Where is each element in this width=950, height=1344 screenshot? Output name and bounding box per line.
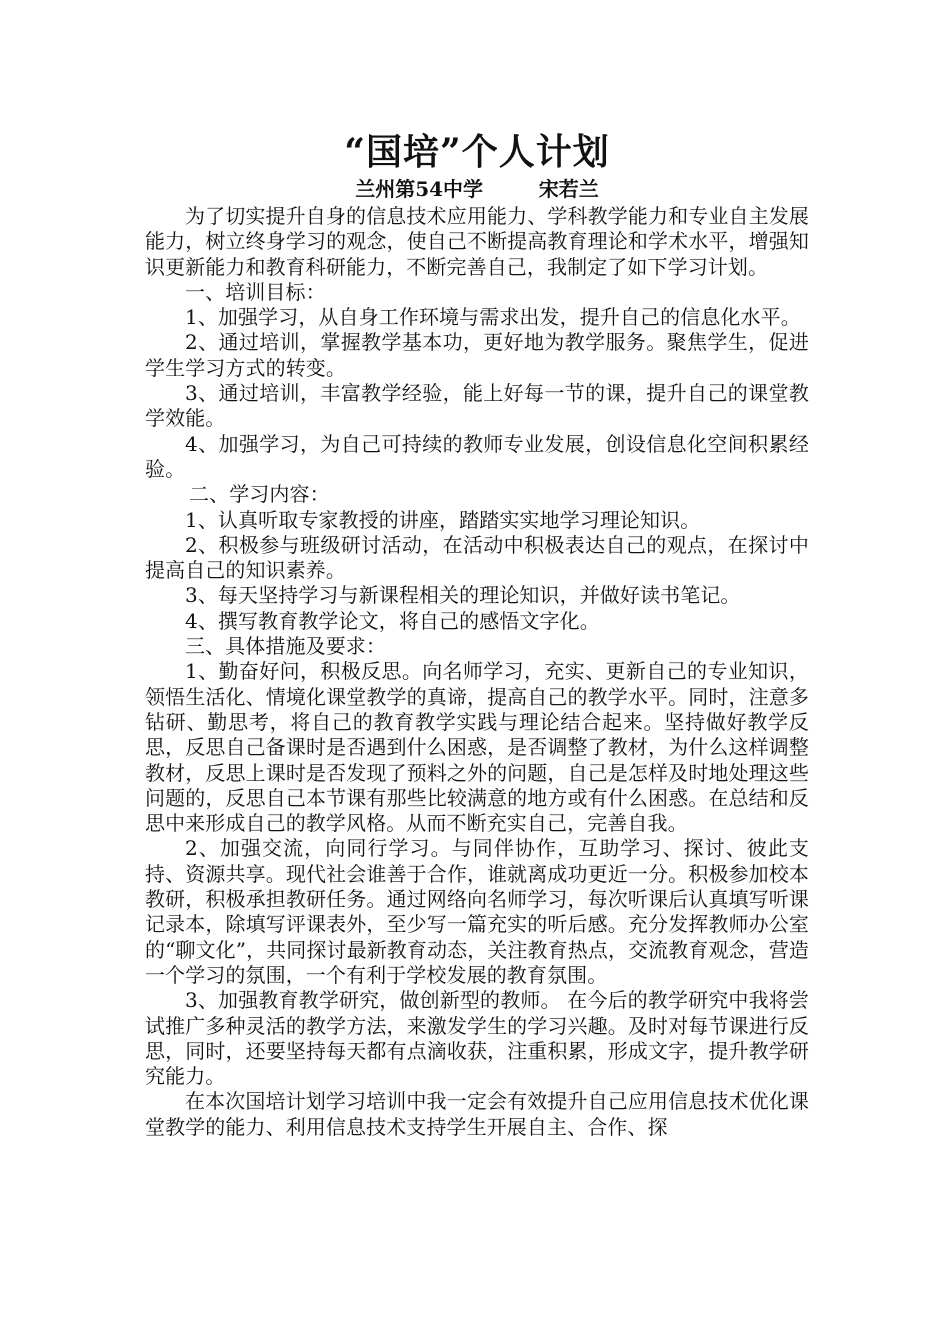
body-paragraph: 4、撰写教育教学论文，将自己的感悟文字化。 xyxy=(185,608,600,633)
body-paragraph: 1、勤奋好问，积极反思。向名师学习，充实、更新自己的专业知识，领悟生活化、情境化课堂教学的真谛，提高自己的教学水平。同时，注意多钻研、勤思考，将自己的教育教学实践与理论结合起来。坚持做好教学反思，反思自己备课时是否遇到什么困惑，是否调整了教材，为什么这样调整教材，反思上课时是否发现了预料之外的问题，自己是怎样及时地处理这些问题的，反思自己本节课有那些比较满意的地方或有什么困惑。在总结和反思中来形成自己的教学风格。从而不断充实自己，完善自我。 xyxy=(145,659,809,836)
body-paragraph: 4、加强学习，为自己可持续的教师专业发展，创设信息化空间积累经验。 xyxy=(145,431,809,481)
author-line: 兰州第54中学 宋若兰 xyxy=(355,177,599,201)
document-page xyxy=(145,128,809,1140)
section-heading: 三、具体措施及要求： xyxy=(185,634,386,659)
body-paragraph: 3、每天坚持学习与新课程相关的理论知识，并做好读书笔记。 xyxy=(185,583,741,608)
body-paragraph: 2、通过培训，掌握教学基本功，更好地为教学服务。聚焦学生，促进学生学习方式的转变。 xyxy=(145,330,809,380)
body-paragraph: 2、积极参与班级研讨活动，在活动中积极表达自己的观点，在探讨中提高自己的知识素养。 xyxy=(145,532,809,583)
section-heading: 一、培训目标： xyxy=(185,279,326,304)
body-paragraph: 3、加强教育教学研究，做创新型的教师。 在今后的教学研究中我将尝试推广多种灵活的教学方法，来激发学生的学习兴趣。及时对每节课进行反思，同时，还要坚持每天都有点滴收获，注重积累，形成文字，提升教学研究能力。 xyxy=(145,988,809,1089)
section-heading: 二、学习内容： xyxy=(189,482,330,507)
body-paragraph: 1、加强学习，从自身工作环境与需求出发，提升自己的信息化水平。 xyxy=(185,305,801,330)
document-title: “国培”个人计划 xyxy=(344,131,610,173)
body-paragraph: 在本次国培计划学习培训中我一定会有效提升自己应用信息技术优化课堂教学的能力、利用信息技术支持学生开展自主、合作、探 xyxy=(145,1089,809,1139)
body-paragraph: 2、加强交流，向同行学习。与同伴协作，互助学习、探讨、彼此支持、资源共享。现代社会谁善于合作，谁就离成功更近一分。积极参加校本教研，积极承担教研任务。通过网络向名师学习，每次听课后认真填写听课记录本，除填写评课表外，至少写一篇充实的听后感。充分发挥教师办公室的“聊文化”，共同探讨最新教育动态，关注教育热点，交流教育观念，营造一个学习的氛围，一个有利于学校发展的教育氛围。 xyxy=(145,836,809,987)
body-paragraph: 1、认真听取专家教授的讲座，踏踏实实地学习理论知识。 xyxy=(185,507,701,532)
body-paragraph: 为了切实提升自身的信息技术应用能力、学科教学能力和专业自主发展能力，树立终身学习的观念，使自己不断提高教育理论和学术水平，增强知识更新能力和教育科研能力，不断完善自己，我制定了如下学习计划。 xyxy=(145,204,809,279)
body-paragraph: 3、通过培训，丰富教学经验，能上好每一节的课，提升自己的课堂教学效能。 xyxy=(145,381,809,431)
document-body xyxy=(145,204,809,1140)
